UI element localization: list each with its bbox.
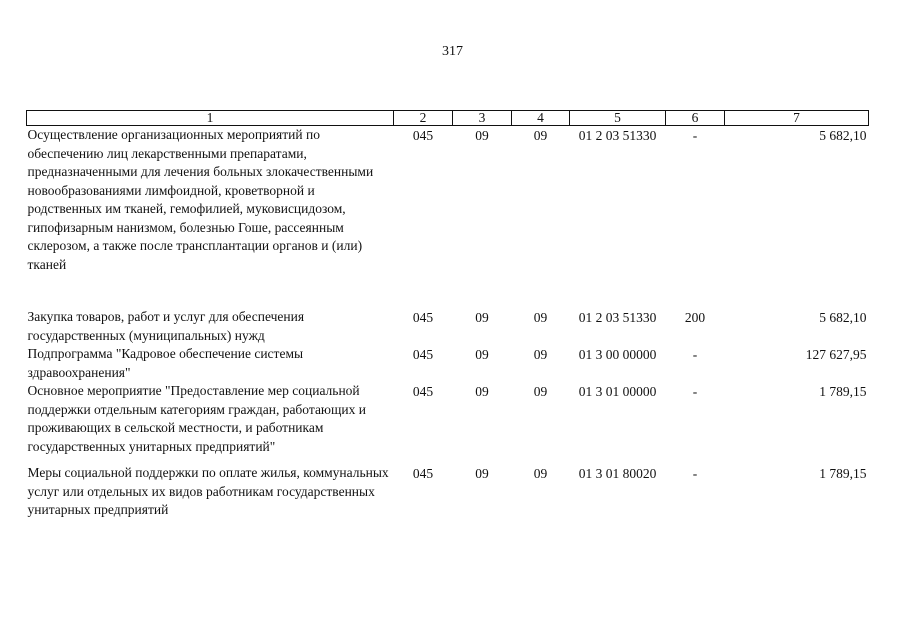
section-code-cell: 09	[475, 310, 489, 325]
section-code-cell: 09	[475, 384, 489, 399]
section-code-cell: 09	[475, 347, 489, 362]
column-header-4: 4	[512, 111, 570, 126]
page-number: 317	[442, 44, 463, 59]
table-row	[27, 126, 869, 309]
target-article-cell: 01 2 03 51330	[578, 310, 657, 325]
row-name-cell: Закупка товаров, работ и услуг для обеспечения государственных (муниципальных) нужд	[27, 309, 305, 343]
ministry-code-cell: 045	[412, 347, 434, 362]
expense-type-cell: -	[692, 466, 698, 481]
subsection-code-cell: 09	[533, 128, 548, 143]
row-name-cell: Основное мероприятие "Предоставление мер социальной поддержки отдельным категориям граждан, работающих и проживающих в сельской местности, и работникам государственных унитарных предприятий"	[27, 383, 366, 454]
table-row	[27, 464, 869, 520]
budget-table	[26, 110, 869, 520]
target-article-cell: 01 2 03 51330	[578, 128, 657, 143]
section-code-cell: 09	[475, 128, 489, 143]
column-header-3: 3	[453, 111, 512, 126]
ministry-code-cell: 045	[412, 384, 434, 399]
amount-cell: 127 627,95	[805, 347, 867, 362]
ministry-code-cell: 045	[412, 310, 434, 325]
target-article-cell: 01 3 01 80020	[578, 466, 657, 481]
subsection-code-cell: 09	[533, 347, 548, 362]
target-article-cell: 01 3 00 00000	[578, 347, 657, 362]
column-header-2: 2	[394, 111, 453, 126]
table-row	[27, 345, 869, 382]
row-name-cell: Подпрограмма "Кадровое обеспечение системы здравоохранения"	[27, 346, 304, 380]
ministry-code-cell: 045	[412, 128, 434, 143]
column-header-7: 7	[725, 111, 869, 126]
expense-type-cell: -	[692, 384, 698, 399]
amount-cell: 1 789,15	[819, 384, 867, 399]
expense-type-cell: 200	[684, 310, 706, 325]
target-article-cell: 01 3 01 00000	[578, 384, 657, 399]
table-header-row	[27, 111, 869, 126]
expense-type-cell: -	[692, 128, 698, 143]
amount-cell: 5 682,10	[819, 128, 867, 143]
column-header-6: 6	[666, 111, 725, 126]
column-header-1: 1	[27, 111, 394, 126]
subsection-code-cell: 09	[533, 384, 548, 399]
column-header-5: 5	[570, 111, 666, 126]
table-row	[27, 308, 869, 345]
ministry-code-cell: 045	[412, 466, 434, 481]
subsection-code-cell: 09	[533, 466, 548, 481]
row-name-cell: Меры социальной поддержки по оплате жилья, коммунальных услуг или отдельных их видов работникам государственных унитарных предприятий	[27, 465, 389, 517]
amount-cell: 5 682,10	[819, 310, 867, 325]
subsection-code-cell: 09	[533, 310, 548, 325]
section-code-cell: 09	[475, 466, 489, 481]
amount-cell: 1 789,15	[819, 466, 867, 481]
table-row	[27, 382, 869, 464]
expense-type-cell: -	[692, 347, 698, 362]
row-name-cell: Осуществление организационных мероприятий по обеспечению лиц лекарственными препаратами, предназначенными для лечения больных злокачественными новообразованиями лимфоидной, кроветворной и родственных им тканей, гемофилией, муковисцидозом, гипофизарным нанизмом, болезнью Гоше, рассеянным склерозом, а также после трансплантации органов и (или) тканей	[27, 127, 374, 272]
